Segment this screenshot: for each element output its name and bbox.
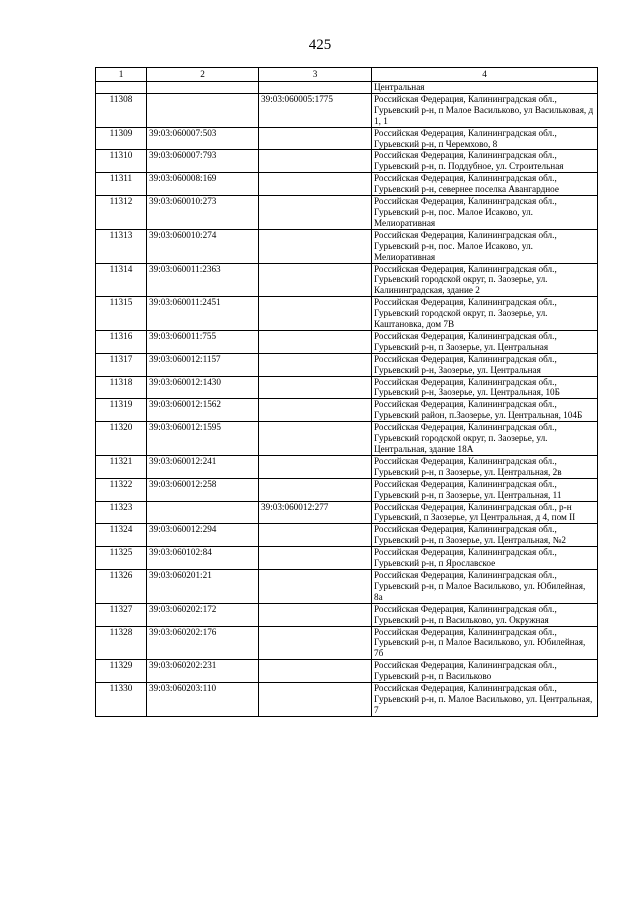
column-header-4: 4	[372, 68, 598, 82]
row-number: 11319	[96, 399, 147, 422]
row-number: 11325	[96, 547, 147, 570]
table-row	[96, 297, 598, 331]
table-row	[96, 376, 598, 399]
row-number: 11316	[96, 330, 147, 353]
column-header-1: 1	[96, 68, 147, 82]
table-row	[96, 501, 598, 524]
table-row	[96, 683, 598, 717]
row-number: 11314	[96, 263, 147, 297]
row-number: 11324	[96, 524, 147, 547]
cadastral-number-col2: 39:03:060010:273	[147, 196, 259, 230]
cadastral-number-col2: 39:03:060102:84	[147, 547, 259, 570]
table-row	[96, 455, 598, 478]
address-cell: Российская Федерация, Калининградская обл., Гурьевский р-н, п Заозерье, ул. Центральная, №2	[372, 524, 598, 547]
cadastral-number-col2: 39:03:060011:755	[147, 330, 259, 353]
page-number: 425	[308, 37, 332, 53]
row-number: 11318	[96, 376, 147, 399]
cadastral-number-col2: 39:03:060010:274	[147, 229, 259, 263]
cadastral-number-col2: 39:03:060012:1157	[147, 353, 259, 376]
address-cell: Российская Федерация, Калининградская обл., Гурьевский р-н, п Малое Васильково, ул Васильковая, д 1, 1	[372, 93, 598, 127]
address-cell: Российская Федерация, Калининградская обл., Гурьевский р-н, Заозерье, ул. Центральная	[372, 353, 598, 376]
table-row	[96, 229, 598, 263]
cadastral-number-col3	[259, 196, 372, 230]
row-number: 11322	[96, 478, 147, 501]
table-row	[96, 524, 598, 547]
cadastral-number-col2: 39:03:060011:2451	[147, 297, 259, 331]
cadastral-number-col2: 39:03:060202:176	[147, 626, 259, 660]
cadastral-number-col3	[259, 229, 372, 263]
header-row	[96, 68, 598, 82]
row-number: 11309	[96, 127, 147, 150]
address-cell: Российская Федерация, Калининградская обл., Гурьевский р-н, п. Малое Васильково, ул. Центральная, 7	[372, 683, 598, 717]
column-header-3: 3	[259, 68, 372, 82]
cadastral-number-col2: 39:03:060202:172	[147, 603, 259, 626]
cadastral-number-col3	[259, 263, 372, 297]
cadastral-number-col2: 39:03:060012:1430	[147, 376, 259, 399]
address-cell: Российская Федерация, Калининградская обл., Гурьевский р-н, п Черемхово, 8	[372, 127, 598, 150]
continuation-row	[96, 82, 598, 94]
cadastral-number-col3: 39:03:060012:277	[259, 501, 372, 524]
address-cell: Российская Федерация, Калининградская обл., Гурьевский р-н, п Малое Васильково, ул. Юбилейная, 8а	[372, 569, 598, 603]
address-cell: Российская Федерация, Калининградская обл., Гурьевский р-н, п Заозерье, ул. Центральная	[372, 330, 598, 353]
address-cell: Российская Федерация, Калининградская обл., Гурьевский р-н, п Ярославское	[372, 547, 598, 570]
cadastral-number-col2: 39:03:060012:241	[147, 455, 259, 478]
cadastral-number-col2: 39:03:060202:231	[147, 660, 259, 683]
row-number: 11313	[96, 229, 147, 263]
address-cell: Российская Федерация, Калининградская обл., Гурьевский р-н, севернее поселка Авангардное	[372, 173, 598, 196]
cadastral-number-col2: 39:03:060201:21	[147, 569, 259, 603]
table-row	[96, 569, 598, 603]
cadastral-number-col3	[259, 127, 372, 150]
address-cell: Российская Федерация, Калининградская обл., Гурьевский р-н, п Заозерье, ул. Центральная, 2в	[372, 455, 598, 478]
row-number: 11326	[96, 569, 147, 603]
table-row	[96, 626, 598, 660]
cadastral-number-col2	[147, 93, 259, 127]
continuation-text: Центральная	[372, 82, 598, 94]
table-row	[96, 478, 598, 501]
cadastral-number-col2: 39:03:060012:1595	[147, 422, 259, 456]
address-cell: Российская Федерация, Калининградская обл., р-н Гурьевский, п Заозерье, ул Центральная, д 4, пом II	[372, 501, 598, 524]
cadastral-number-col3	[259, 376, 372, 399]
cadastral-number-col3	[259, 603, 372, 626]
row-number: 11321	[96, 455, 147, 478]
address-cell: Российская Федерация, Калининградская обл., Гурьевский р-н, п Заозерье, ул. Центральная, 11	[372, 478, 598, 501]
row-number: 11323	[96, 501, 147, 524]
cadastral-number-col3	[259, 626, 372, 660]
cadastral-number-col2: 39:03:060012:1562	[147, 399, 259, 422]
row-number: 11330	[96, 683, 147, 717]
cadastral-number-col3	[259, 297, 372, 331]
row-number: 11310	[96, 150, 147, 173]
table-row	[96, 93, 598, 127]
address-cell: Российская Федерация, Калининградская обл., Гурьевский р-н, п Васильково, ул. Окружная	[372, 603, 598, 626]
cadastral-number-col3	[259, 455, 372, 478]
address-cell: Российская Федерация, Калининградская обл., Гурьевский городской округ, п. Заозерье, ул. Калининградская, здание 2	[372, 263, 598, 297]
address-cell: Российская Федерация, Калининградская обл., Гурьевский р-н, п Васильково	[372, 660, 598, 683]
table-row	[96, 422, 598, 456]
cadastral-number-col3	[259, 660, 372, 683]
cadastral-number-col2: 39:03:060012:258	[147, 478, 259, 501]
cadastral-number-col3	[259, 547, 372, 570]
cadastral-number-col3	[259, 569, 372, 603]
cadastral-number-col3	[259, 478, 372, 501]
cadastral-number-col3	[259, 353, 372, 376]
cadastral-number-col3	[259, 524, 372, 547]
table-row	[96, 196, 598, 230]
address-cell: Российская Федерация, Калининградская обл., Гурьевский р-н, п. Поддубное, ул. Строительная	[372, 150, 598, 173]
table-row	[96, 603, 598, 626]
cadastral-number-col2: 39:03:060007:503	[147, 127, 259, 150]
column-header-2: 2	[147, 68, 259, 82]
address-cell: Российская Федерация, Калининградская обл., Гурьевский городской округ, п. Заозерье, ул. Каштановка, дом 7В	[372, 297, 598, 331]
table-row	[96, 263, 598, 297]
address-cell: Российская Федерация, Калининградская обл., Гурьевский р-н, Заозерье, ул. Центральная, 10Б	[372, 376, 598, 399]
cadastral-number-col2: 39:03:060007:793	[147, 150, 259, 173]
address-cell: Российская Федерация, Калининградская обл., Гурьевский р-н, пос. Малое Исаково, ул. Мелиоративная	[372, 229, 598, 263]
row-number: 11317	[96, 353, 147, 376]
cadastral-number-col2: 39:03:060203:110	[147, 683, 259, 717]
table-row	[96, 127, 598, 150]
table-row	[96, 660, 598, 683]
cadastral-number-col3	[259, 330, 372, 353]
row-number: 11312	[96, 196, 147, 230]
table-row	[96, 150, 598, 173]
cadastral-number-col2: 39:03:060012:294	[147, 524, 259, 547]
cadastral-number-col3	[259, 150, 372, 173]
address-cell: Российская Федерация, Калининградская обл., Гурьевский р-н, п Малое Васильково, ул. Юбилейная, 7б	[372, 626, 598, 660]
table-row	[96, 330, 598, 353]
row-number: 11320	[96, 422, 147, 456]
cadastral-number-col2	[147, 501, 259, 524]
table-row	[96, 547, 598, 570]
cadastral-number-col3	[259, 422, 372, 456]
row-number: 11327	[96, 603, 147, 626]
table-row	[96, 399, 598, 422]
table-row	[96, 173, 598, 196]
cadastral-number-col3	[259, 173, 372, 196]
row-number: 11315	[96, 297, 147, 331]
address-cell: Российская Федерация, Калининградская обл., Гурьевский р-н, пос. Малое Исаково, ул. Мелиоративная	[372, 196, 598, 230]
table-row	[96, 353, 598, 376]
row-number: 11328	[96, 626, 147, 660]
cadastral-number-col2: 39:03:060011:2363	[147, 263, 259, 297]
address-cell: Российская Федерация, Калининградская обл., Гурьевский район, п.Заозерье, ул. Центральная, 104Б	[372, 399, 598, 422]
cadastral-number-col3	[259, 683, 372, 717]
cadastral-number-col3	[259, 399, 372, 422]
registry-table	[95, 67, 598, 717]
cadastral-number-col3: 39:03:060005:1775	[259, 93, 372, 127]
row-number: 11308	[96, 93, 147, 127]
row-number: 11311	[96, 173, 147, 196]
row-number: 11329	[96, 660, 147, 683]
address-cell: Российская Федерация, Калининградская обл., Гурьевский городской округ, п. Заозерье, ул. Центральная, здание 18А	[372, 422, 598, 456]
cadastral-number-col2: 39:03:060008:169	[147, 173, 259, 196]
